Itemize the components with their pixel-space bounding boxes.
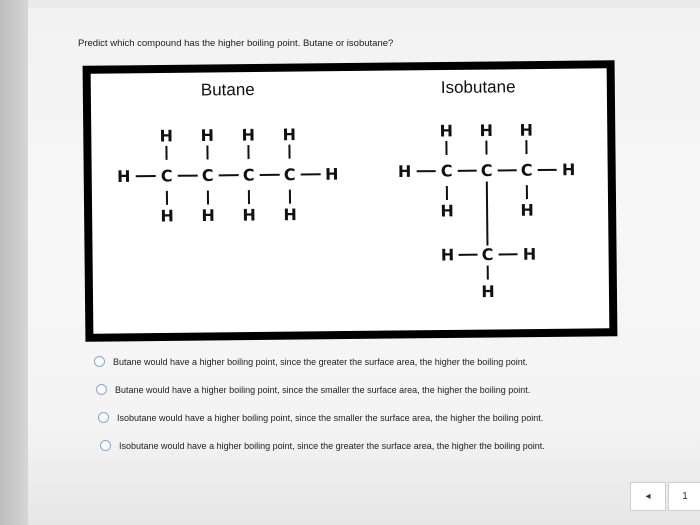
isobutane-chain-atom: H — [397, 161, 412, 181]
isobutane-branch-atom: H — [440, 245, 455, 265]
bond — [288, 145, 290, 159]
isobutane-branch-bottom-h: H — [481, 281, 495, 302]
isobutane-title: Isobutane — [440, 77, 516, 98]
butane-chain-atom: H — [116, 166, 131, 186]
butane-top-h: H — [159, 126, 174, 146]
isobutane-bottom-h: H — [440, 201, 454, 221]
butane-chain-atom: C — [283, 165, 296, 185]
bond — [165, 146, 167, 160]
isobutane-branch-atom: C — [481, 245, 494, 265]
page-number-button[interactable] — [668, 482, 700, 511]
bond — [538, 169, 557, 171]
butane-top-h: H — [241, 125, 256, 145]
bond — [178, 175, 198, 177]
isobutane-chain-atom: C — [520, 160, 533, 180]
branch-bond — [486, 182, 489, 246]
butane-top-h: H — [200, 125, 215, 146]
bond — [487, 266, 489, 280]
bond — [445, 141, 447, 155]
bond — [459, 254, 478, 256]
butane-chain-atom: H — [324, 164, 339, 184]
butane-chain-atom: C — [201, 165, 214, 186]
option-label: Butane would have a higher boiling point, since the greater the surface area, the higher the boiling point. — [113, 356, 528, 367]
isobutane-branch-atom: H — [522, 244, 537, 264]
bond — [525, 140, 527, 154]
option-label: Isobutane would have a higher boiling point, since the greater the surface area, the higher the boiling point. — [119, 440, 545, 451]
option-label: Isobutane would have a higher boiling point, since the smaller the surface area, the higher the boiling point. — [117, 412, 544, 423]
isobutane-top-h: H — [479, 120, 494, 141]
radio-button[interactable] — [100, 440, 111, 451]
isobutane-top-h: H — [519, 120, 534, 140]
butane-bottom-h: H — [242, 205, 256, 225]
butane-title: Butane — [200, 79, 255, 100]
bond — [289, 190, 291, 204]
bond — [498, 169, 517, 171]
figure-inner — [91, 68, 610, 333]
bond — [206, 145, 208, 159]
bond — [499, 253, 518, 255]
left-frame-edge — [0, 0, 28, 525]
radio-button[interactable] — [94, 356, 105, 367]
bond — [301, 173, 321, 175]
bond — [526, 185, 528, 199]
option-label: Butane would have a higher boiling point, since the smaller the surface area, the higher the boiling point. — [115, 384, 531, 395]
butane-bottom-h: H — [160, 206, 174, 226]
structure-figure — [83, 60, 618, 342]
bond — [446, 186, 448, 200]
bond — [248, 190, 250, 204]
question-text: Predict which compound has the higher boiling point. Butane or isobutane? — [78, 38, 394, 49]
radio-button[interactable] — [98, 412, 109, 423]
butane-top-h: H — [282, 125, 297, 145]
butane-chain-atom: C — [160, 166, 173, 186]
isobutane-chain-atom: C — [480, 161, 493, 181]
isobutane-chain-atom: H — [561, 160, 576, 180]
butane-chain-atom: C — [242, 165, 255, 185]
isobutane-top-h: H — [439, 121, 454, 141]
bond — [247, 145, 249, 159]
bond — [417, 170, 436, 172]
bond — [166, 191, 168, 205]
isobutane-chain-atom: C — [440, 161, 453, 181]
butane-bottom-h: H — [283, 205, 297, 225]
bond — [207, 190, 209, 204]
butane-bottom-h: H — [201, 205, 215, 226]
bond — [136, 175, 156, 177]
bond — [458, 170, 477, 172]
left-triangle-icon: ◂ — [645, 491, 651, 502]
answer-option-2[interactable] — [96, 384, 530, 395]
answer-option-4[interactable] — [100, 440, 545, 451]
bond — [219, 174, 239, 176]
isobutane-bottom-h: H — [520, 200, 534, 220]
radio-button[interactable] — [96, 384, 107, 395]
bond — [260, 174, 280, 176]
answer-option-1[interactable] — [94, 356, 528, 367]
answer-option-3[interactable] — [98, 412, 543, 423]
previous-page-button[interactable] — [630, 482, 666, 511]
page-number: 1 — [682, 491, 688, 502]
bond — [485, 141, 487, 155]
